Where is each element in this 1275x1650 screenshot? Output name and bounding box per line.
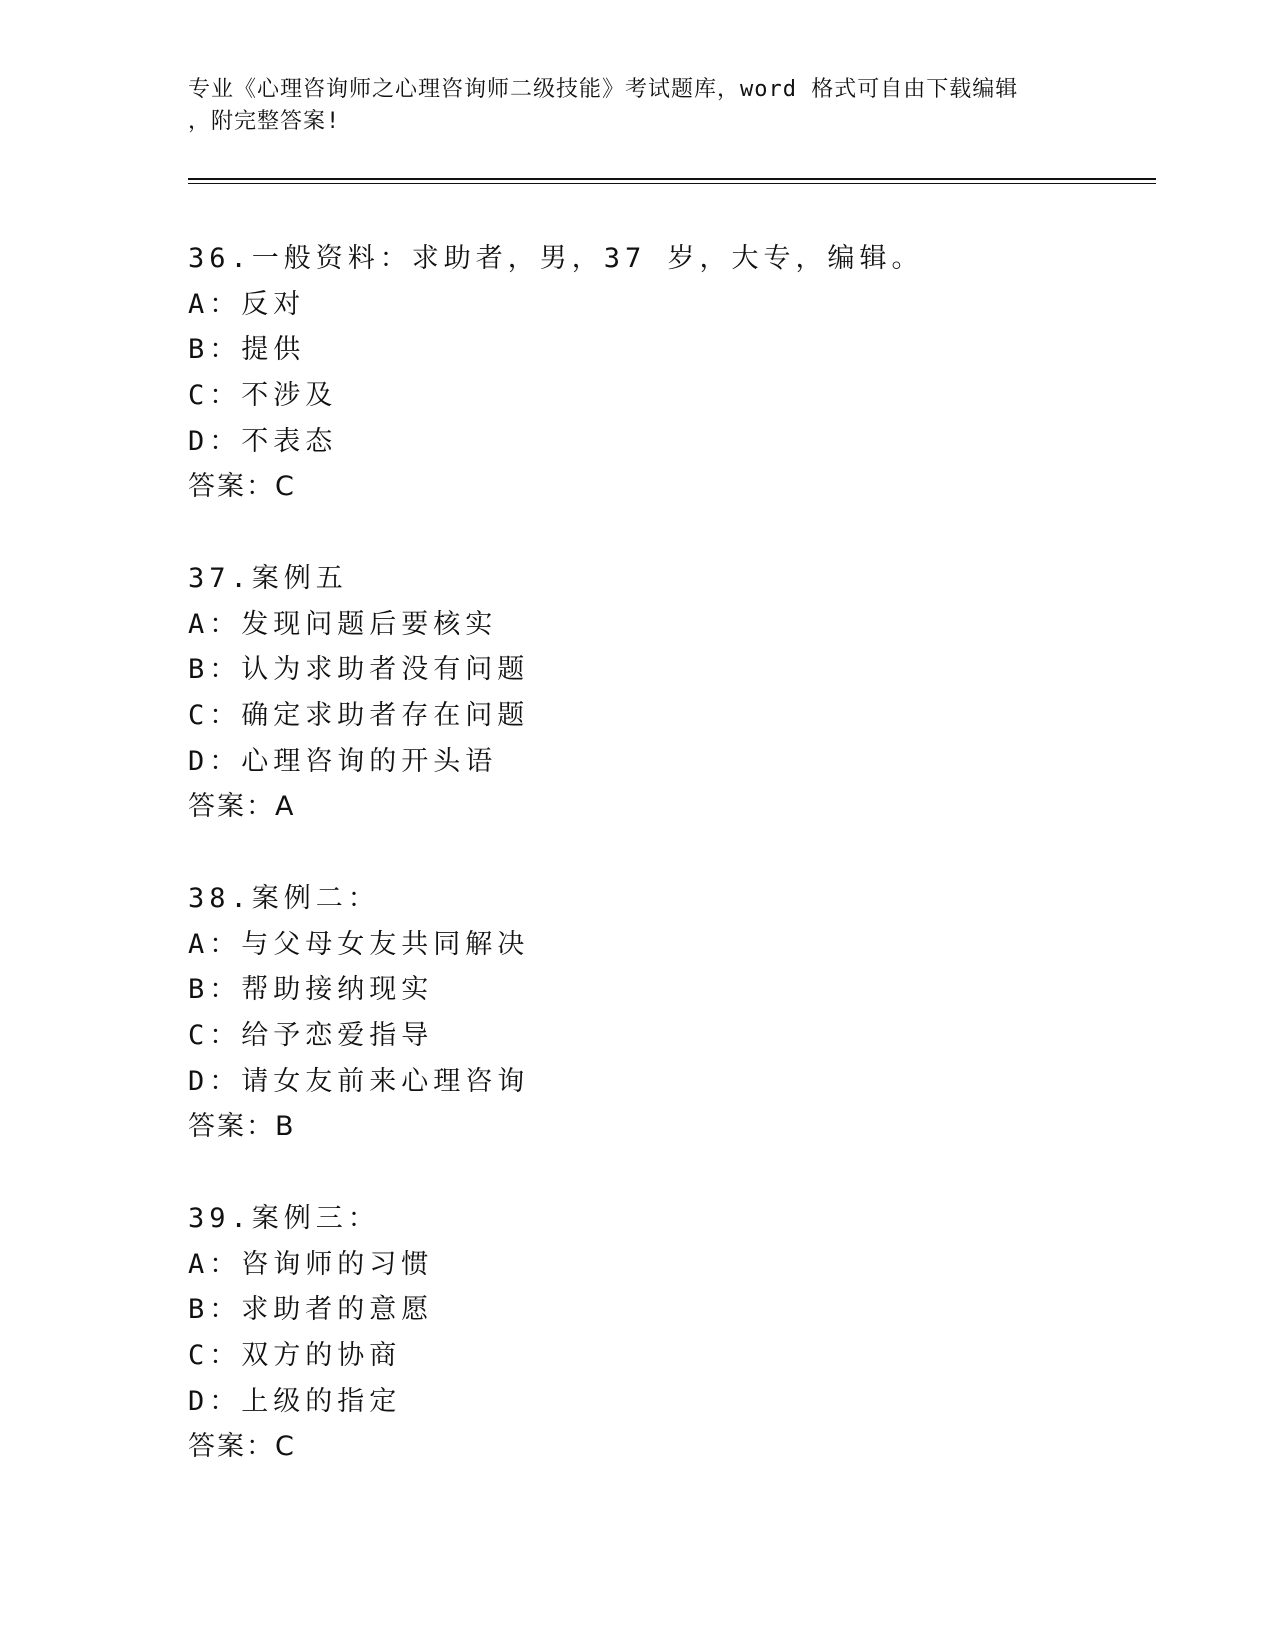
question-stem: 39.案例三： bbox=[188, 1203, 380, 1234]
question-39 bbox=[188, 1196, 1148, 1516]
question-37 bbox=[188, 556, 1148, 876]
option-d: D：不表态 bbox=[188, 425, 338, 457]
header-line-1: 专业《心理咨询师之心理咨询师二级技能》考试题库，word 格式可自由下载编辑 bbox=[188, 77, 1019, 102]
question-stem: 37.案例五 bbox=[188, 563, 348, 594]
option-b: B：求助者的意愿 bbox=[188, 1294, 434, 1326]
question-36 bbox=[188, 236, 1148, 556]
header-line-2: ，附完整答案! bbox=[188, 109, 341, 134]
option-c: C：双方的协商 bbox=[188, 1340, 402, 1372]
option-c: C：不涉及 bbox=[188, 380, 338, 412]
answer: 答案：C bbox=[188, 471, 296, 503]
option-c: C：确定求助者存在问题 bbox=[188, 700, 530, 732]
option-d: D：上级的指定 bbox=[188, 1385, 402, 1417]
header-divider-top bbox=[188, 178, 1156, 180]
option-a: A：咨询师的习惯 bbox=[188, 1248, 434, 1280]
answer: 答案：A bbox=[188, 791, 296, 823]
question-stem: 36.一般资料：求助者，男，37 岁，大专，编辑。 bbox=[188, 243, 924, 274]
option-a: A：发现问题后要核实 bbox=[188, 608, 498, 640]
question-38 bbox=[188, 876, 1148, 1196]
document-header bbox=[188, 74, 1088, 138]
option-d: D：请女友前来心理咨询 bbox=[188, 1065, 530, 1097]
answer: 答案：C bbox=[188, 1431, 296, 1463]
question-list bbox=[188, 236, 1148, 1516]
question-stem: 38.案例二： bbox=[188, 883, 380, 914]
option-c: C：给予恋爱指导 bbox=[188, 1020, 434, 1052]
option-a: A：反对 bbox=[188, 288, 306, 320]
option-a: A：与父母女友共同解决 bbox=[188, 928, 530, 960]
option-b: B：提供 bbox=[188, 334, 306, 366]
header-divider-bottom bbox=[188, 183, 1156, 184]
answer: 答案：B bbox=[188, 1111, 296, 1143]
option-b: B：认为求助者没有问题 bbox=[188, 654, 530, 686]
option-d: D：心理咨询的开头语 bbox=[188, 745, 498, 777]
option-b: B：帮助接纳现实 bbox=[188, 974, 434, 1006]
